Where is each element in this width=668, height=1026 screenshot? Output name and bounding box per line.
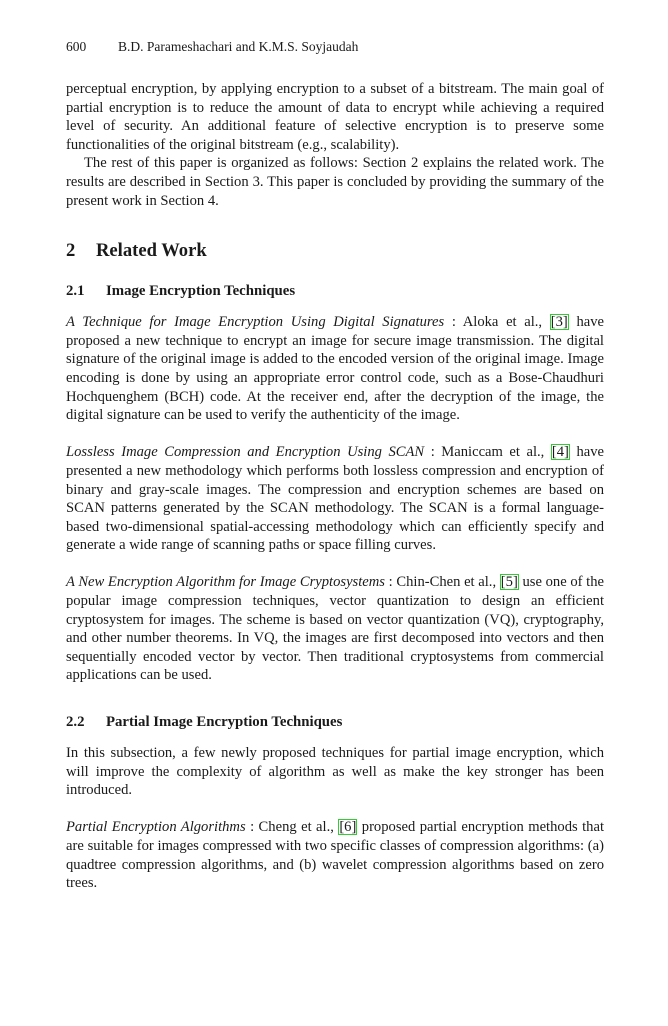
intro-paragraph-2: The rest of this paper is organized as follows: Section 2 explains the related work. The results are described in Section 3. This paper is concluded by providing the summary of the present work in Section 4. [66,155,604,209]
entry-text: have proposed a new technique to encrypt an image for secure image transmission. The digital signature of the original image is added to the encoded version of the original image. Image encoding is done by using an appropriate error control code, such as a Bose-Chaudhuri Hochquenghem (BCH) code. At the receiver end, after the decryption of the image, the digital signature can be used to verify the authenticity of the image. [66,314,604,424]
subsection-intro-paragraph: In this subsection, a few newly proposed techniques for partial image encryption, which will improve the complexity of algorithm as well as make the key stronger has been introduced. [66,745,604,799]
subsection-heading-image-encryption [66,282,604,300]
page-body [66,38,604,893]
entry-author: : Cheng et al., [245,819,339,836]
subsection-title: Partial Image Encryption Techniques [106,714,343,731]
entry-text: use one of the popular image compression techniques, vector quantization to design an efficient cryptosystem for images. The scheme is based on vector quantization (VQ), cryptography, and other number theorems. In VQ, the images are first decomposed into vectors and then sequentially encoded vector by vector. Then traditional cryptosystems from commercial applications can be used. [66,574,604,684]
entry-text: proposed partial encryption methods that are suitable for images compressed with two specific classes of compression algorithms: (a) quadtree compression algorithms, and (b) wavelet compression algorithms based on zero trees. [66,819,604,892]
entry-paragraph [66,818,604,892]
entry-title: Partial Encryption Algorithms [66,819,246,836]
entry-paragraph [66,443,604,555]
section-number: 2 [66,240,76,262]
citation-link[interactable]: [5] [500,574,518,591]
section-heading-related-work [66,240,604,262]
subsection-number: 2.2 [66,714,85,731]
entry-author: : Maniccam et al., [424,444,551,461]
section-title: Related Work [96,240,207,262]
entry-author: : Chin-Chen et al., [384,574,500,591]
header-authors: B.D. Parameshachari and K.M.S. Soyjaudah [118,39,359,54]
citation-link[interactable]: [3] [550,314,568,331]
page-number: 600 [66,39,87,54]
subsection-title: Image Encryption Techniques [106,283,296,300]
citation-link[interactable]: [6] [339,819,357,836]
running-header [66,38,604,56]
entry-title: A New Encryption Algorithm for Image Cryptosystems [66,574,385,591]
entry-text: have presented a new methodology which performs both lossless compression and encryption of binary and gray-scale images. The compression and encryption schemes are based on SCAN patterns generated by the SCAN methodology. The SCAN is a formal language-based two-dimensional spatial-accessing methodology which can efficiently specify and generate a wide range of scanning paths or space filling curves. [66,444,604,554]
citation-link[interactable]: [4] [551,444,569,461]
subsection-heading-partial-encryption [66,713,604,731]
entry-title: Lossless Image Compression and Encryption Using SCAN [66,444,425,461]
entry-author: : Aloka et al., [444,314,550,331]
intro-paragraph-1: perceptual encryption, by applying encryption to a subset of a bitstream. The main goal of partial encryption is to reduce the amount of data to encrypt while achieving a required level of security. An additional feature of selective encryption is to preserve some functionalities of the original bitstream (e.g., scalability). [66,81,604,153]
entry-paragraph [66,313,604,425]
subsection-number: 2.1 [66,283,85,300]
entry-title: A Technique for Image Encryption Using Digital Signatures [66,314,445,331]
entry-paragraph [66,573,604,685]
